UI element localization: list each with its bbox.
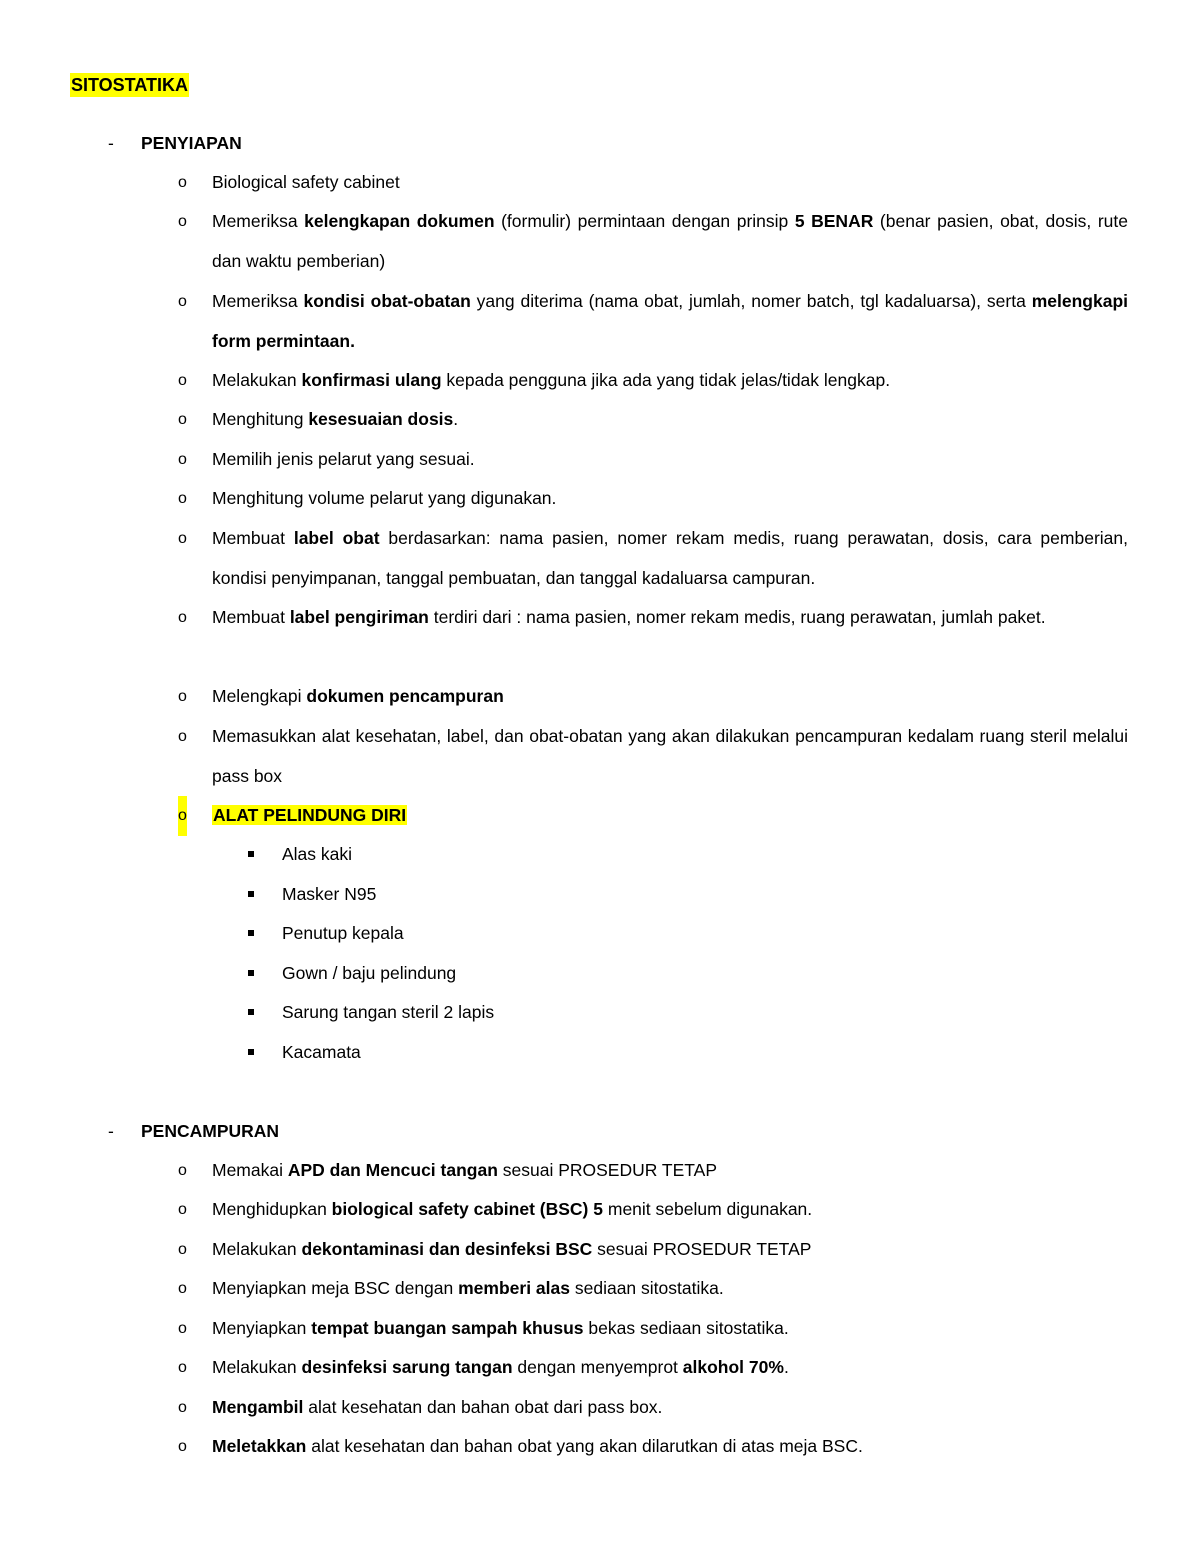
circle-bullet: o	[178, 174, 187, 191]
text-segment: Melengkapi	[212, 686, 307, 706]
sub-list-item-text: Kacamata	[282, 1042, 361, 1062]
text-segment: alat kesehatan dan bahan obat yang akan dilarutkan di atas meja BSC.	[306, 1436, 863, 1456]
text-segment: Melakukan	[212, 1239, 302, 1259]
list-item-text	[212, 1388, 1128, 1428]
square-bullet-icon	[248, 1009, 254, 1015]
text-segment: dengan menyemprot	[512, 1357, 683, 1377]
list-item-text	[212, 677, 1128, 717]
bold-text-segment: kesesuaian dosis	[308, 409, 454, 429]
sub-list-item	[248, 842, 352, 866]
text-segment: Memakai	[212, 1160, 288, 1180]
text-segment: sesuai PROSEDUR TETAP	[497, 1160, 718, 1180]
list-item	[178, 1230, 1128, 1270]
text-segment: yang diterima (nama obat, jumlah, nomer batch, tgl kadaluarsa), serta	[470, 291, 1032, 311]
list-item-text	[212, 1427, 1128, 1467]
section-heading-text: PENCAMPURAN	[141, 1121, 280, 1141]
square-bullet-icon	[248, 851, 254, 857]
list-item	[178, 163, 1128, 203]
bold-text-segment: konfirmasi ulang	[301, 370, 442, 390]
list-item	[178, 1427, 1128, 1467]
bold-text-segment: Meletakkan	[212, 1436, 307, 1456]
text-segment: Melakukan	[212, 370, 302, 390]
square-bullet-icon	[248, 970, 254, 976]
bold-text-segment: memberi alas	[458, 1278, 570, 1298]
circle-bullet: o	[178, 213, 187, 230]
circle-bullet: o	[178, 451, 187, 468]
sub-list-item-text: Penutup kepala	[282, 923, 404, 943]
list-item-text	[212, 282, 1128, 361]
bold-text-segment: label obat	[293, 528, 380, 548]
list-item	[178, 1388, 1128, 1428]
text-segment: Memeriksa	[212, 211, 305, 231]
text-segment: Menghitung volume pelarut yang digunakan.	[212, 488, 557, 508]
circle-bullet: o	[178, 1162, 187, 1179]
text-segment: sesuai PROSEDUR TETAP	[592, 1239, 812, 1259]
bold-text-segment: 5	[593, 1199, 603, 1219]
bold-text-segment: Mengambil	[212, 1397, 304, 1417]
list-item-text	[212, 519, 1128, 598]
list-item	[178, 361, 1128, 401]
sub-list-item	[248, 882, 376, 906]
bold-text-segment: melengkapi form permintaan.	[212, 291, 1129, 351]
text-segment: berdasarkan: nama pasien, nomer rekam medis, ruang perawatan, dosis, cara pemberian, kondisi penyimpanan, tanggal pembuatan, dan tanggal kadaluarsa campuran.	[212, 528, 1128, 588]
list-item	[178, 519, 1128, 598]
list-item	[178, 202, 1128, 281]
list-item-text	[212, 717, 1128, 796]
text-segment: Biological safety cabinet	[212, 172, 400, 192]
circle-bullet: o	[178, 1241, 187, 1258]
text-segment: bekas sediaan sitostatika.	[583, 1318, 789, 1338]
circle-bullet: o	[178, 1359, 187, 1376]
list-item	[178, 400, 1128, 440]
list-item-text	[212, 598, 1128, 638]
bold-text-segment: alkohol 70%	[682, 1357, 784, 1377]
list-item	[178, 282, 1128, 361]
circle-bullet: o	[178, 530, 187, 547]
text-segment: Melakukan	[212, 1357, 302, 1377]
sub-list-item	[248, 921, 404, 945]
list-item	[178, 1309, 1128, 1349]
text-segment: Memilih jenis pelarut yang sesuai.	[212, 449, 475, 469]
square-bullet-icon	[248, 891, 254, 897]
text-segment: Menghidupkan	[212, 1199, 332, 1219]
text-segment: .	[453, 409, 459, 429]
text-segment: Memeriksa	[212, 291, 304, 311]
circle-bullet: o	[178, 688, 187, 705]
list-item-alat-pelindung-diri	[178, 796, 1128, 836]
list-item	[178, 1269, 1128, 1309]
list-item-text	[212, 361, 1128, 401]
highlighted-item-label: ALAT PELINDUNG DIRI	[213, 805, 407, 825]
section-heading-text: PENYIAPAN	[141, 133, 242, 153]
circle-bullet: o	[178, 411, 187, 428]
list-item	[178, 717, 1128, 796]
text-segment: Membuat	[212, 607, 290, 627]
circle-bullet: o	[178, 1201, 187, 1218]
list-item-text	[212, 163, 1128, 203]
bold-text-segment: tempat buangan sampah khusus	[311, 1318, 584, 1338]
list-item	[178, 1190, 1128, 1230]
circle-bullet: o	[178, 372, 187, 389]
bold-text-segment: biological safety cabinet (BSC)	[331, 1199, 589, 1219]
list-item-text	[212, 479, 1128, 519]
text-segment: Menyiapkan	[212, 1318, 312, 1338]
text-segment: menit sebelum digunakan.	[603, 1199, 813, 1219]
list-item-text	[212, 1309, 1128, 1349]
circle-bullet: o	[178, 1280, 187, 1297]
text-segment: .	[783, 1357, 789, 1377]
text-segment: sediaan sitostatika.	[570, 1278, 724, 1298]
sub-list-item-text: Alas kaki	[282, 844, 353, 864]
document-title: SITOSTATIKA	[71, 75, 188, 95]
list-item-text	[212, 202, 1128, 281]
bold-text-segment: desinfeksi sarung tangan	[301, 1357, 513, 1377]
text-segment: Memasukkan alat kesehatan, label, dan obat-obatan yang akan dilakukan pencampuran kedalam ruang steril melalui pass box	[212, 726, 1128, 786]
dash-bullet: -	[108, 1121, 114, 1141]
text-segment: Membuat	[212, 528, 294, 548]
sub-list-item	[248, 1000, 494, 1024]
list-item	[178, 479, 1128, 519]
sub-list-item-text: Gown / baju pelindung	[282, 963, 457, 983]
circle-bullet: o	[178, 609, 187, 626]
text-segment: kepada pengguna jika ada yang tidak jelas/tidak lengkap.	[441, 370, 891, 390]
list-item	[178, 598, 1128, 638]
circle-bullet: o	[178, 293, 187, 310]
list-item-text	[212, 400, 1128, 440]
list-item-text	[212, 1190, 1128, 1230]
list-item	[178, 440, 1128, 480]
sub-list-item-text: Masker N95	[282, 884, 377, 904]
text-segment: (benar pasien, obat, dosis, rute dan waktu pemberian)	[212, 211, 1128, 271]
circle-bullet: o	[178, 1320, 187, 1337]
list-item-text	[212, 1348, 1128, 1388]
bold-text-segment: dokumen pencampuran	[306, 686, 504, 706]
section-heading-penyiapan	[108, 131, 242, 155]
bold-text-segment: dekontaminasi dan desinfeksi BSC	[301, 1239, 593, 1259]
circle-bullet: o	[178, 490, 187, 507]
dash-bullet: -	[108, 133, 114, 153]
section-heading-pencampuran	[108, 1119, 279, 1143]
circle-bullet: o	[178, 728, 187, 745]
sub-list-item	[248, 1040, 361, 1064]
list-item-text	[212, 1151, 1128, 1191]
list-item	[178, 677, 1128, 717]
square-bullet-icon	[248, 930, 254, 936]
list-item-text	[212, 440, 1128, 480]
list-item-text	[212, 1230, 1128, 1270]
circle-bullet: o	[178, 1438, 187, 1455]
list-item-text	[212, 1269, 1128, 1309]
bold-text-segment: kelengkapan dokumen	[304, 211, 495, 231]
square-bullet-icon	[248, 1049, 254, 1055]
circle-bullet: o	[178, 796, 187, 836]
text-segment: Menyiapkan meja BSC dengan	[212, 1278, 459, 1298]
list-item	[178, 1151, 1128, 1191]
circle-bullet: o	[178, 1399, 187, 1416]
text-segment: alat kesehatan dan bahan obat dari pass box.	[303, 1397, 663, 1417]
bold-text-segment: APD dan Mencuci tangan	[287, 1160, 498, 1180]
bold-text-segment: label pengiriman	[289, 607, 429, 627]
list-item	[178, 1348, 1128, 1388]
bold-text-segment: 5 BENAR	[794, 211, 874, 231]
sub-list-item-text: Sarung tangan steril 2 lapis	[282, 1002, 495, 1022]
sub-list-item	[248, 961, 456, 985]
bold-text-segment: kondisi obat-obatan	[303, 291, 471, 311]
text-segment: Menghitung	[212, 409, 309, 429]
text-segment: (formulir) permintaan dengan prinsip	[494, 211, 795, 231]
text-segment: terdiri dari : nama pasien, nomer rekam medis, ruang perawatan, jumlah paket.	[428, 607, 1046, 627]
